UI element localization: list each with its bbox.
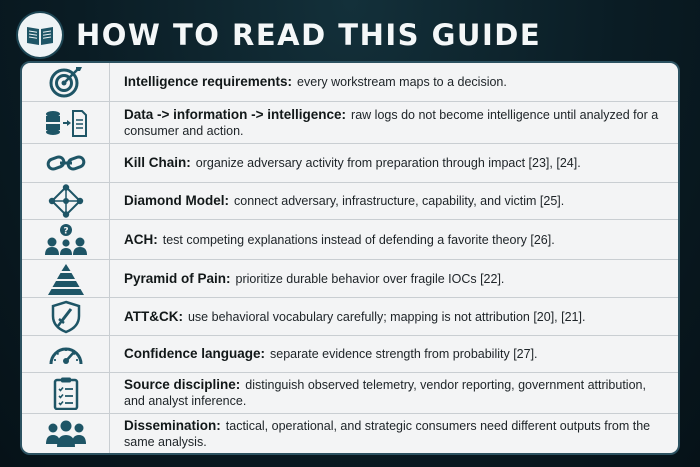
item-term: Pyramid of Pain: [124,270,231,286]
item-text [110,418,678,450]
item-term: Intelligence requirements: [124,74,293,89]
item-term: Kill Chain: [124,155,191,170]
target-icon [22,63,110,101]
item-text [110,193,574,209]
item-description: raw logs do not become intelligence until analyzed for a consumer and action. [124,107,659,138]
item-term: ATT&CK: [124,308,183,324]
item-text [110,74,517,90]
svg-text:?: ? [62,226,69,236]
pyramid-icon [22,260,110,297]
item-term: Source discipline: [124,377,241,392]
item-term: Data -> information -> intelligence: [124,106,347,122]
item-description: prioritize durable behavior over fragile IOCs [22]. [235,271,505,286]
list-item-kill-chain [22,144,678,183]
list-item-attack [22,298,678,336]
guide-panel [20,61,680,455]
item-text [110,232,565,248]
group-people-icon [22,414,110,453]
list-item-ach [22,220,678,260]
item-description: organize adversary activity from preparation through impact [23], [24]. [195,156,581,170]
page-title: HOW TO READ THIS GUIDE [76,18,542,52]
item-text [110,346,548,362]
item-term: Confidence language: [124,346,266,361]
gauge-icon [22,336,110,372]
diamond-network-icon [22,183,110,219]
people-question-icon [22,220,110,259]
list-item-pyramid-of-pain [22,260,678,298]
item-description: use behavioral vocabulary carefully; mapping is not attribution [20], [21]. [187,309,586,324]
list-item-source-discipline [22,373,678,414]
list-item-confidence-language [22,336,678,373]
list-item-data-information-intelligence [22,102,678,144]
data-to-document-icon [22,102,110,143]
list-item-intelligence-requirements [22,63,678,102]
item-text [110,377,678,409]
item-term: Diamond Model: [124,193,229,208]
item-description: tactical, operational, and strategic consumers need different outputs from the same analysis. [124,418,651,449]
item-text [110,271,514,287]
item-term: ACH: [124,231,158,247]
item-text [110,309,595,325]
item-description: test competing explanations instead of defending a favorite theory [26]. [162,232,555,247]
item-text [110,107,678,139]
clipboard-checklist-icon [22,373,110,413]
item-description: connect adversary, infrastructure, capability, and victim [25]. [234,194,565,208]
open-book-icon [18,13,62,57]
header [18,10,682,60]
item-text [110,155,591,171]
shield-sword-icon [22,298,110,335]
list-item-dissemination [22,414,678,453]
item-description: every workstream maps to a decision. [297,75,507,89]
item-term: Dissemination: [124,417,221,433]
item-description: distinguish observed telemetry, vendor reporting, government attribution, and analyst inference. [124,378,646,408]
list-item-diamond-model [22,183,678,220]
chain-link-icon [22,144,110,182]
item-description: separate evidence strength from probability [27]. [270,347,538,361]
